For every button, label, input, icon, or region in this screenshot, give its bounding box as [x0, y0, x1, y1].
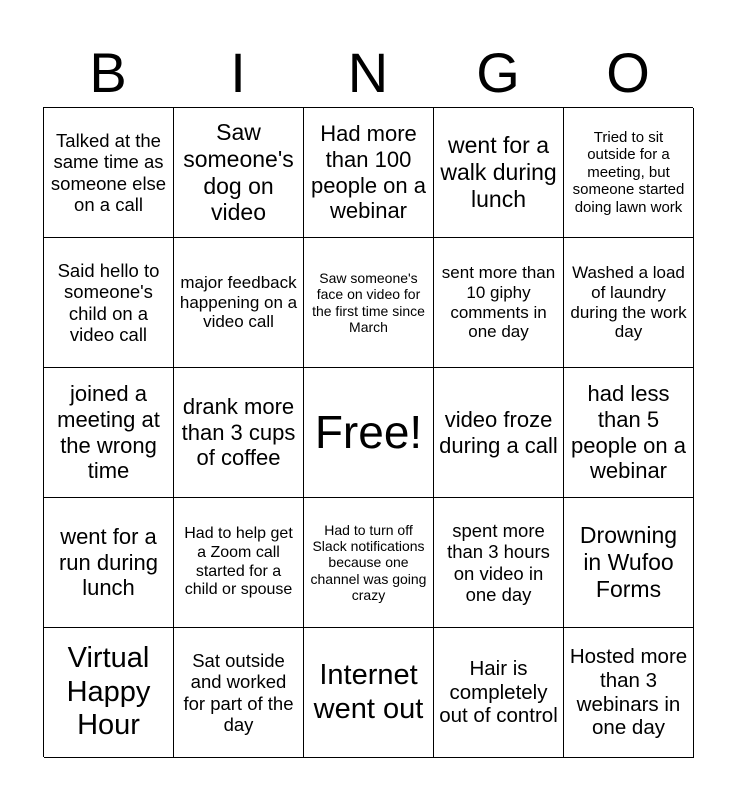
bingo-square[interactable]: major feedback happening on a video call	[174, 238, 304, 368]
bingo-card	[43, 107, 693, 757]
bingo-square[interactable]: Had more than 100 people on a webinar	[304, 108, 434, 238]
bingo-square[interactable]: Internet went out	[304, 628, 434, 758]
bingo-square[interactable]: joined a meeting at the wrong time	[44, 368, 174, 498]
header-letter-n: N	[347, 41, 389, 104]
bingo-square[interactable]: video froze during a call	[434, 368, 564, 498]
bingo-square[interactable]: Hosted more than 3 webinars in one day	[564, 628, 694, 758]
bingo-square[interactable]: sent more than 10 giphy comments in one day	[434, 238, 564, 368]
bingo-square[interactable]: Drowning in Wufoo Forms	[564, 498, 694, 628]
bingo-square[interactable]: Tried to sit outside for a meeting, but someone started doing lawn work	[564, 108, 694, 238]
bingo-square[interactable]: had less than 5 people on a webinar	[564, 368, 694, 498]
bingo-square[interactable]: Said hello to someone's child on a video call	[44, 238, 174, 368]
header-letter-b: B	[89, 41, 127, 104]
free-square[interactable]: Free!	[304, 368, 434, 498]
bingo-square[interactable]: went for a run during lunch	[44, 498, 174, 628]
bingo-square[interactable]: spent more than 3 hours on video in one day	[434, 498, 564, 628]
bingo-square[interactable]: Had to help get a Zoom call started for a child or spouse	[174, 498, 304, 628]
bingo-square[interactable]: Washed a load of laundry during the work day	[564, 238, 694, 368]
bingo-square[interactable]: Talked at the same time as someone else on a call	[44, 108, 174, 238]
bingo-square[interactable]: Virtual Happy Hour	[44, 628, 174, 758]
bingo-square[interactable]: went for a walk during lunch	[434, 108, 564, 238]
bingo-header	[43, 40, 693, 106]
bingo-square[interactable]: Saw someone's dog on video	[174, 108, 304, 238]
bingo-square[interactable]: Had to turn off Slack notifications because one channel was going crazy	[304, 498, 434, 628]
bingo-square[interactable]: Sat outside and worked for part of the day	[174, 628, 304, 758]
header-letter-i: I	[230, 41, 246, 104]
bingo-square[interactable]: drank more than 3 cups of coffee	[174, 368, 304, 498]
bingo-square[interactable]: Saw someone's face on video for the first time since March	[304, 238, 434, 368]
header-letter-o: O	[606, 41, 650, 104]
header-letter-g: G	[476, 41, 520, 104]
bingo-square[interactable]: Hair is completely out of control	[434, 628, 564, 758]
